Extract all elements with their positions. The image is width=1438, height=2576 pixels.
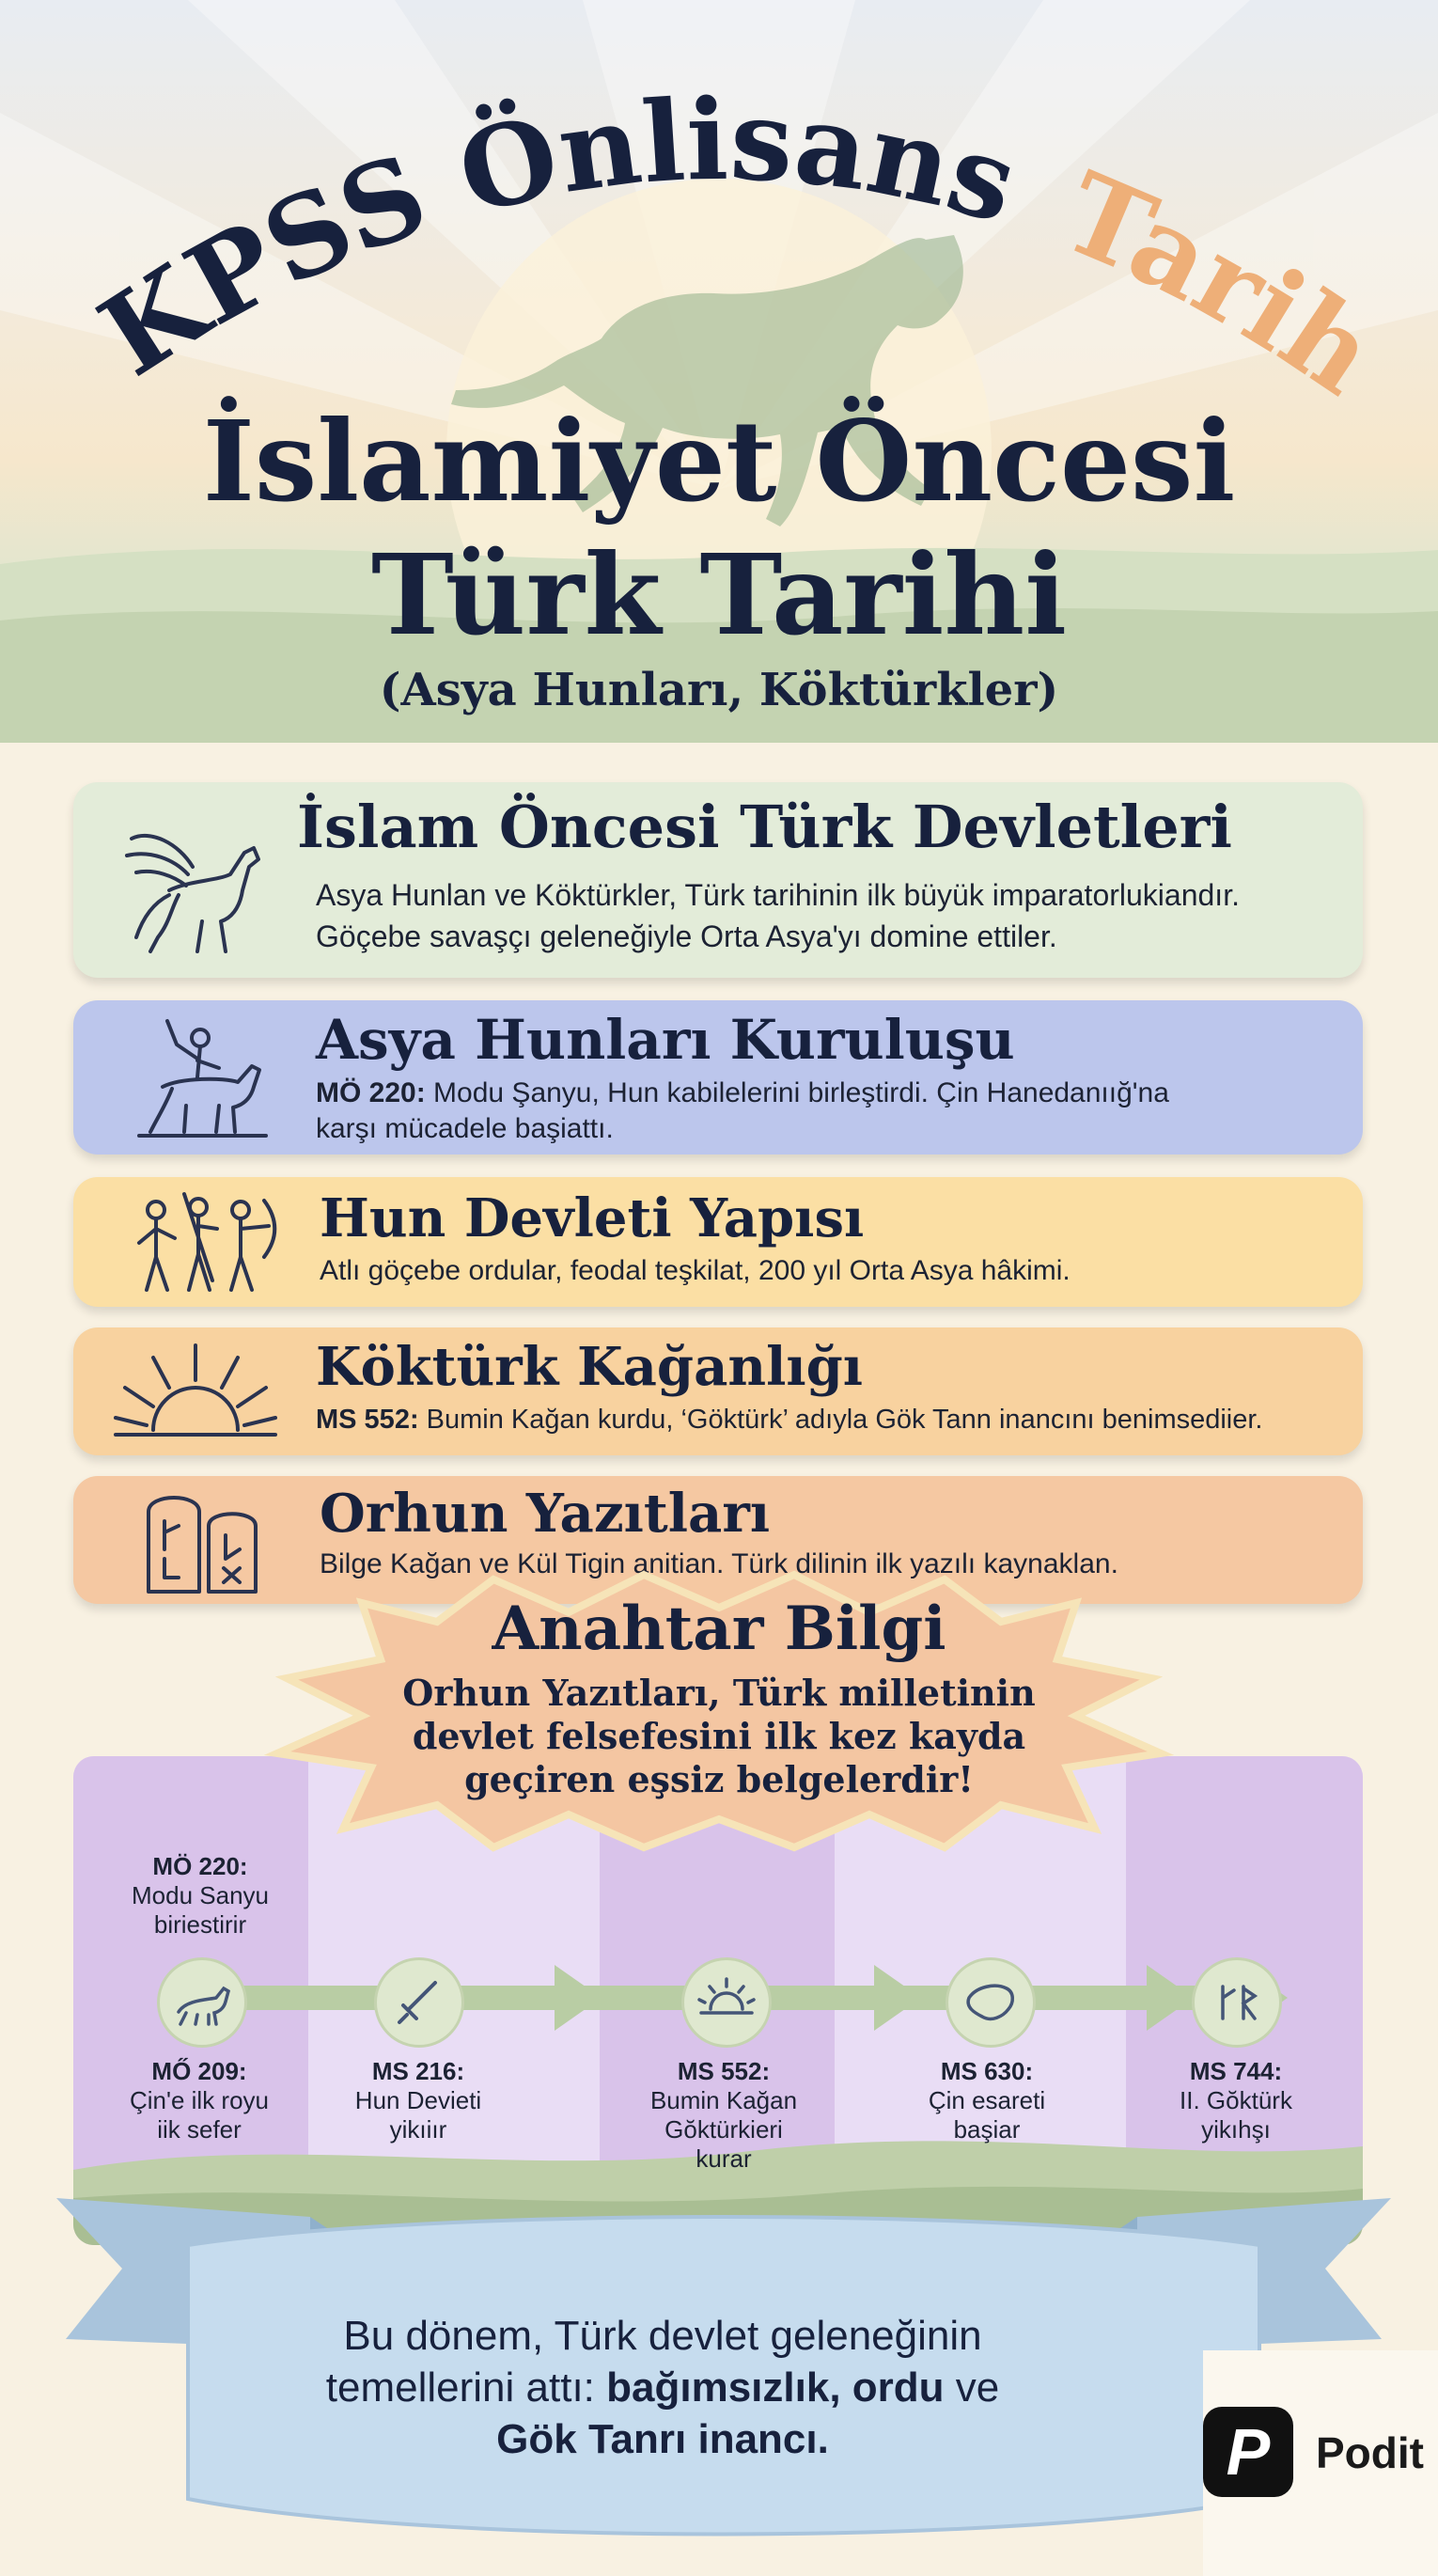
key-info-title: Anahtar Bilgi	[492, 1594, 946, 1664]
header-subtitle: (Asya Hunları, Köktürkler)	[379, 664, 1059, 716]
sun-icon	[111, 1341, 280, 1444]
timeline-event: MŐ 209: Çin'e ilk royu iik sefer	[129, 2057, 269, 2144]
timeline-node-china	[946, 1957, 1036, 2048]
timeline-node-sword	[374, 1957, 464, 2048]
section-card-kokturk	[73, 1327, 1363, 1455]
archers-icon	[128, 1186, 278, 1297]
brand-area	[1203, 2350, 1438, 2576]
timeline-node-rune	[1192, 1957, 1282, 2048]
timeline-event: MS 552: Bumin Kağan Gŏktürkieri kurar	[649, 2057, 798, 2173]
header-banner	[0, 0, 1438, 743]
main-title-line2: Türk Tarihi	[370, 529, 1068, 660]
section-text-line2: Göçebe savaşçı geleneğiyle Orta Asya'yı domine ettiler.	[316, 919, 1057, 953]
rune-icon	[1195, 1960, 1279, 2045]
pegasus-icon	[113, 801, 273, 961]
podit-brand-name: Podit	[1316, 2428, 1424, 2477]
key-info-body: Orhun Yazıtları, Türk milletinin devlet felsefesini ilk kez kayda geçiren eşsiz belgelerdir!	[402, 1672, 1036, 1800]
section-card-islam-oncesi	[73, 782, 1363, 978]
title-tarih: Tarih	[1045, 146, 1399, 420]
section-title: Köktürk Kağanlığı	[316, 1336, 864, 1398]
timeline-event: MS 630: Çin esareti başiar	[928, 2057, 1046, 2144]
horse-rider-icon	[130, 1012, 271, 1143]
section-text-line1: Bilge Kağan ve Kül Tigin anitian. Türk dilinin ilk yazılı kaynaklan.	[320, 1548, 1118, 1579]
section-text-line1: Atlı göçebe ordular, feodal teşkilat, 200 yıl Orta Asya hâkimi.	[320, 1255, 1071, 1286]
podit-logo: P	[1203, 2407, 1293, 2497]
section-card-asya-hunlari	[73, 1000, 1363, 1154]
section-title: Orhun Yazıtları	[320, 1483, 771, 1545]
horse-icon	[160, 1960, 244, 2045]
timeline-event: MS 216: Hun Devieti yikıiır	[354, 2057, 482, 2144]
section-text-line1: Asya Hunlan ve Köktürkler, Türk tarihinin ilk büyük imparatorlukiandır.	[316, 878, 1240, 912]
section-text-line1: MÖ 220: Modu Şanyu, Hun kabilelerini birleştirdi. Çin Hanedanıığ'na	[316, 1077, 1169, 1108]
section-title: Hun Devleti Yapısı	[320, 1187, 865, 1249]
section-card-hun-devleti	[73, 1177, 1363, 1307]
svg-text:KPSS Önlisans Tarih	[78, 74, 1399, 420]
section-text-line1: MS 552: Bumin Kağan kurdu, ‘Göktürk’ adıyla Gök Tann inancını benimsediier.	[316, 1405, 1263, 1435]
sunrise-icon	[684, 1960, 769, 2045]
footer-text: Bu dönem, Türk devlet geleneğinin temellerini attı: bağımsızlık, ordu ve Gök Tanrı inancı.	[325, 2313, 1000, 2462]
main-title-line1: İslamiyet Öncesi	[202, 396, 1236, 526]
timeline-event: MS 744: II. Gŏktürk yikıhşı	[1180, 2057, 1292, 2144]
china-map-icon	[948, 1960, 1033, 2045]
title-kpss-onlisans: KPSS Önlisans	[77, 73, 1031, 401]
timeline-event-top: MÖ 220: Modu Sanyu biriestirir	[132, 1852, 269, 1939]
section-title: Asya Hunları Kuruluşu	[316, 1008, 1015, 1072]
sword-icon	[377, 1960, 461, 2045]
section-title: İslam Öncesi Türk Devletleri	[297, 793, 1232, 861]
timeline-node-horse	[157, 1957, 247, 2048]
timeline-node-sunrise	[681, 1957, 772, 2048]
section-text-line2: karşı mücadele başiattı.	[316, 1113, 614, 1144]
